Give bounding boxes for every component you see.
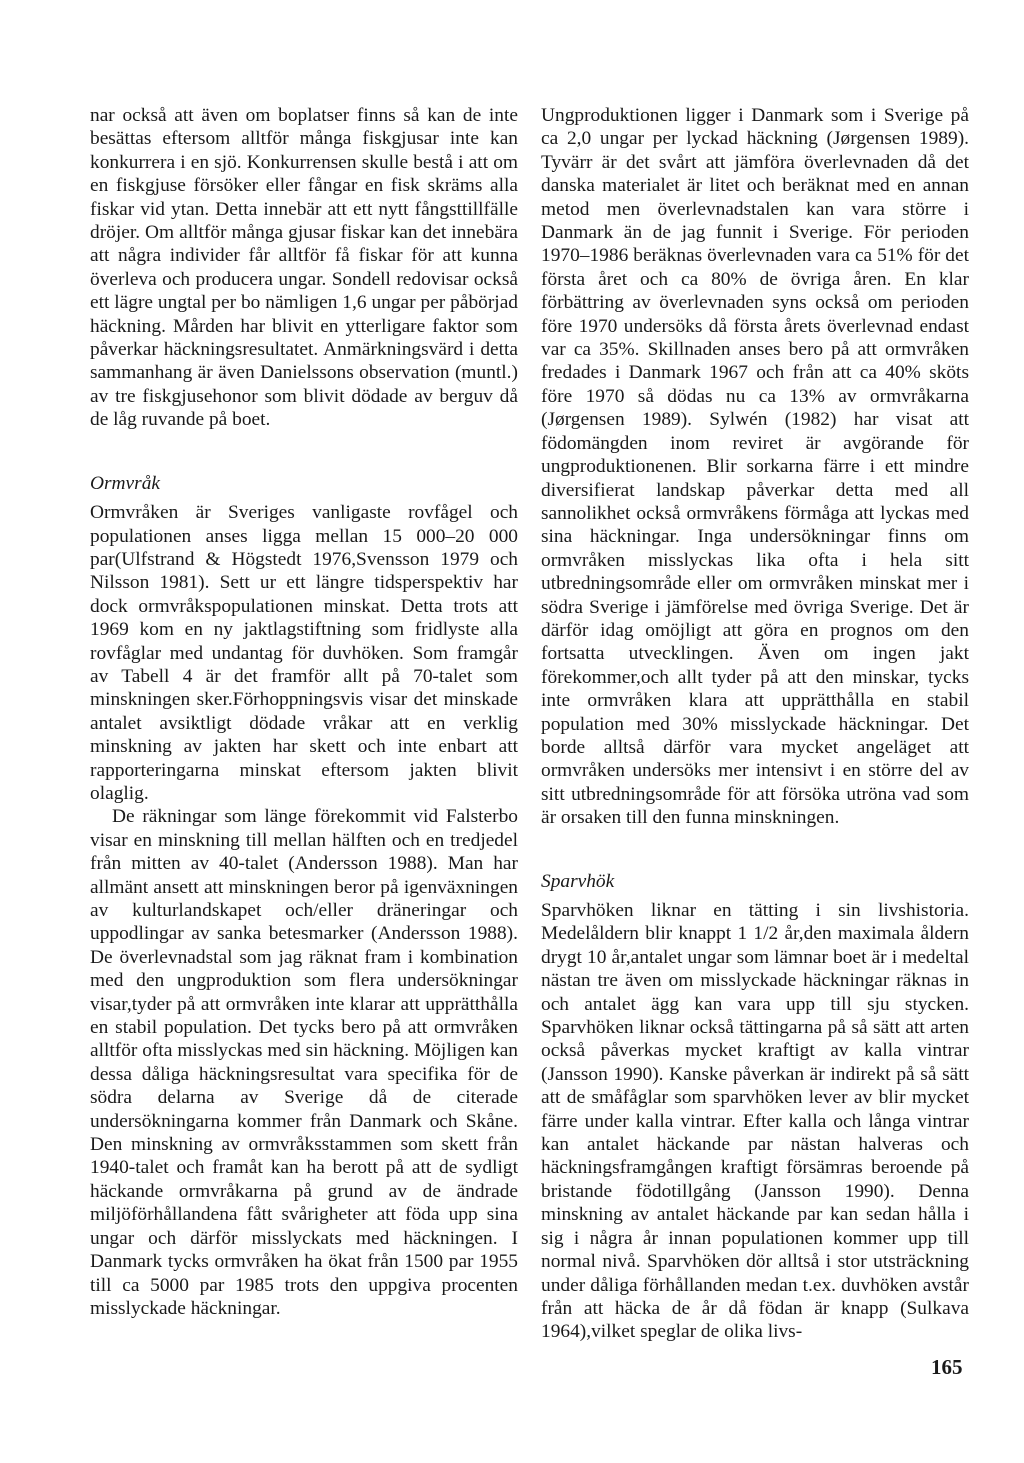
left-paragraph-ormvrak-intro: Ormvråken är Sveriges vanligaste rovfågel och populationen anses ligga mellan 15 000–20 000 par(Ulfstrand & Högstedt 1976,Svensson 1979 och Nilsson 1981). Sett ur ett längre tidsperspektiv har dock ormvråkspopulationen minskat. Detta trots att 1969 kom en ny jaktlagstiftning som fridlyste alla rovfåglar med undantag för duvhöken. Som framgår av Tabell 4 är det framför allt på 70-talet som minskningen sker.Förhoppningsvis visar det minskade antalet avsiktligt dödade vråkar att en verklig minskning av jakten har skett och inte enbart att rapporteringarna minskat eftersom jakten blivit olaglig. <box>90 502 518 804</box>
section-spacer <box>541 830 969 870</box>
left-column <box>90 104 518 1320</box>
right-paragraph-ormvrak-denmark: Ungproduktionen ligger i Danmark som i Sverige på ca 2,0 ungar per lyckad häckning (Jørgensen 1989). Tyvärr är det svårt att jämföra överlevnaden då det danska materialet är litet och beräknat med en annan metod men överlevnadstalen kan vara större i Danmark än de jag funnit i Sverige. För perioden 1970–1986 beräknas överlevnaden vara ca 51% för det första året och ca 80% de övriga åren. En klar förbättring av överlevnaden syns också om perioden före 1970 undersöks då första årets överlevnad endast var ca 35%. Skillnaden anses bero på att ormvråken fredades i Danmark 1967 och från att ca 40% sköts före 1970 så dödas nu ca 13% av ormvråkarna (Jørgensen 1989). Sylwén (1982) har visat att födomängden inom reviret är avgörande för ungproduktionenen. Blir sorkarna färre i ett mindre diversifierat landskap påverkar detta med all sannolikhet också ormvråkens förmåga att lyckas med sina häckningar. Inga undersökningar finns om ormvråken misslyckas lika ofta i hela sitt utbredningsområde eller om ormvråken minskat mer i södra Sverige i jämförelse med övriga Sverige. Det är därför idag omöjligt att göra en prognos om den fortsatta utvecklingen. Även om ingen jakt förekommer,och allt tyder på att den minskar, tycks inte ormvråken klara att upprätthålla en stabil population med 30% misslyckade häckningar. Det borde alltså därför vara mycket angeläget att ormvråken undersöks mer intensivt i en större del av sitt utbredningsområde för att försöka utröna vad som är orsaken till den funna minskningen. <box>541 105 969 829</box>
right-paragraph-sparvhok: Sparvhöken liknar en tätting i sin livshistoria. Medelåldern blir knappt 1 1/2 år,den maximala åldern drygt 10 år,antalet ungar som lämnar boet är i medeltal nästan tre även om misslyckade häckningar räknas in och antalet ägg kan vara upp till sju stycken. Sparvhöken liknar också tättingarna på så sätt att arten också påverkas mycket kraftigt av kalla vintrar (Jansson 1990). Kanske påverkan är indirekt på så sätt att de småfåglar som sparvhöken lever av blir mycket färre under kalla vintrar. Efter kalla och långa vintrar kan antalet häckande par nästan halveras och häckningsframgången kraftigt försämras beroende på bristande födotillgång (Jansson 1990). Denna minskning av antalet häckande par kan sedan hålla i sig i några år innan populationen kommer upp till normal nivå. Sparvhöken dör alltså i stor utsträckning under dåliga förhållanden medan t.ex. duvhöken avstår från att häcka de år då födan är knapp (Sulkava 1964),vilket speglar de olika livs- <box>541 900 969 1343</box>
heading-ormvrak: Ormvråk <box>90 472 161 494</box>
right-column <box>541 104 969 1344</box>
section-spacer <box>90 432 518 472</box>
left-paragraph-osprey: nar också att även om boplatser finns så kan de inte besättas eftersom alltför många fiskgjusar inte kan konkurrera i en sjö. Konkurrensen skulle bestå i att om en fiskgjuse försöker eller fångar en fisk skräms alla fiskar vid ytan. Detta innebär att ett nytt fångsttillfälle dröjer. Om alltför många gjusar fiskar kan det innebära att några individer får alltför få fiskar för att kunna överleva och producera ungar. Sondell redovisar också ett lägre ungtal per bo nämligen 1,6 ungar per påbörjad häckning. Mården har blivit en ytterligare faktor som påverkar häckningsresultatet. Anmärkningsvärd i detta sammanhang är även Danielssons observation (muntl.) av tre fiskgjusehonor som blivit dödade av berguv då de låg ruvande på boet. <box>90 105 518 431</box>
left-paragraph-ormvrak-falsterbo: De räkningar som länge förekommit vid Falsterbo visar en minskning till mellan hälften och en tredjedel från mitten av 40-talet (Andersson 1988). Man har allmänt ansett att minskningen beror på igenväxningen av kulturlandskapet och/eller dräneringar och uppodlingar av sanka betesmarker (Andersson 1988). De överlevnadstal som jag räknat fram i kombination med den ungproduktion som flera undersökningar visar,tyder på att ormvråken inte klarar att upprätthålla en stabil population. Det tycks bero på att ormvråken alltför ofta misslyckas med sin häckning. Möjligen kan dessa dåliga häckningsresultat vara specifika för de södra delarna av Sverige då de citerade undersökningarna kommer från Danmark och Skåne. Den minskning av ormvråksstammen som skett från 1940-talet och framåt kan ha berott på att de sydligt häckande ormvråkarna på grund av de ändrade miljöförhållandena fått svårigheter att föda upp sina ungar och därför misslyckats med häckningen. I Danmark tycks ormvråken ha ökat från 1500 par 1955 till ca 5000 par 1985 trots den uppgiva procenten misslyckade häckningar. <box>90 806 518 1319</box>
heading-sparvhok: Sparvhök <box>541 870 615 892</box>
page-number: 165 <box>931 1355 963 1379</box>
